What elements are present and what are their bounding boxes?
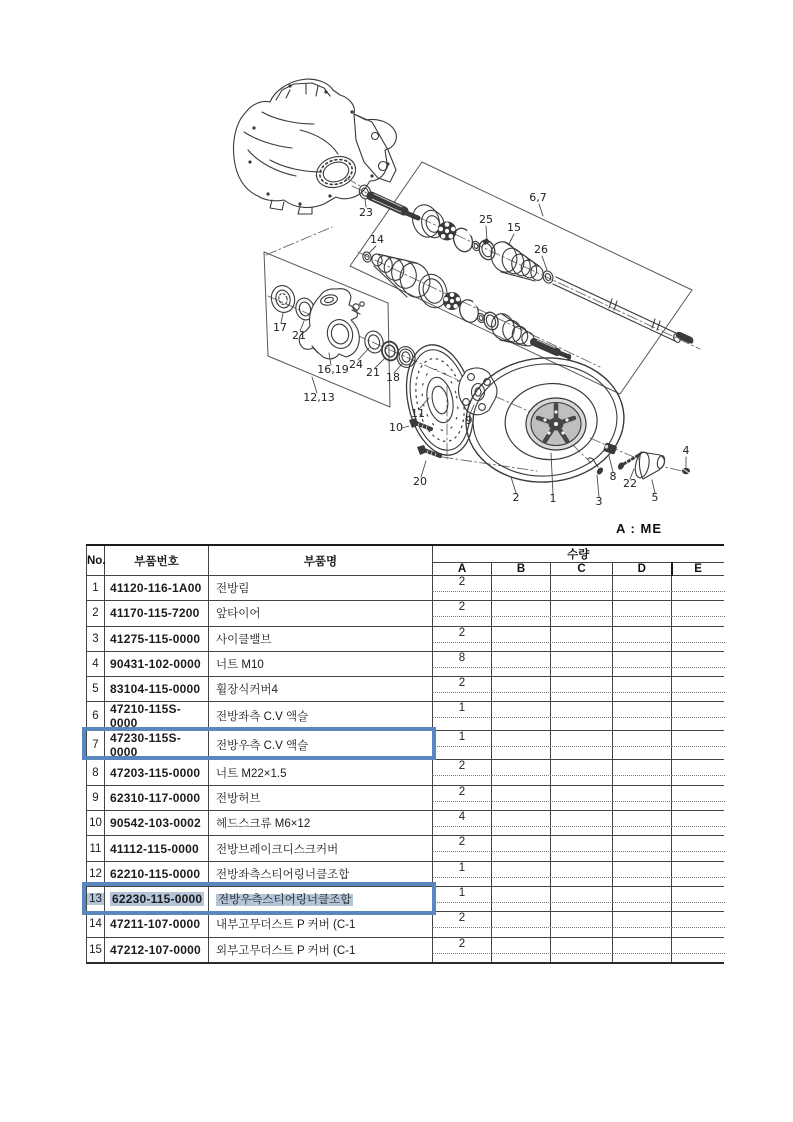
parts-table [86,544,724,964]
cell-part-name: 전방우측스티어링너클조합 [209,886,433,911]
cell-qty-a: 2 [433,912,492,937]
cell-qty-c [551,601,613,626]
cell-part-number: 41170-115-7200 [105,601,209,626]
cell-part-number: 41112-115-0000 [105,836,209,861]
cell-no: 12 [87,861,105,886]
cell-part-number: 47212-107-0000 [105,937,209,963]
cell-qty-c [551,651,613,676]
table-row[interactable] [87,836,724,861]
cell-qty-c [551,785,613,810]
cell-qty-c [551,836,613,861]
table-row[interactable] [87,651,724,676]
cell-no: 1 [87,576,105,601]
cell-no: 8 [87,760,105,785]
cell-qty-d [613,861,672,886]
cell-part-name: 전방좌측 C.V 액슬 [209,702,433,731]
cell-qty-d [613,576,672,601]
table-row[interactable] [87,576,724,601]
cell-part-name: 너트 M22×1.5 [209,760,433,785]
cell-qty-e [672,601,724,626]
cell-qty-b [492,836,551,861]
table-row[interactable] [87,886,724,911]
cell-qty-e [672,677,724,702]
cell-qty-d [613,601,672,626]
cell-qty-c [551,760,613,785]
cell-qty-b [492,785,551,810]
cell-qty-a: 2 [433,601,492,626]
cell-qty-b [492,576,551,601]
cell-part-name: 휠장식커버4 [209,677,433,702]
cell-no: 3 [87,626,105,651]
cell-qty-b [492,861,551,886]
cell-part-number: 62210-115-0000 [105,861,209,886]
cell-qty-b [492,702,551,731]
cell-qty-d [613,886,672,911]
cell-qty-c [551,731,613,760]
cell-qty-a: 2 [433,937,492,963]
cell-qty-d [613,651,672,676]
cell-qty-e [672,731,724,760]
table-row[interactable] [87,601,724,626]
cell-part-name: 전방브레이크디스크커버 [209,836,433,861]
callout-label-4: 4 [682,444,690,457]
cell-qty-b [492,760,551,785]
col-header-part-name: 부품명 [209,545,433,576]
col-header-qty-d: D [613,563,672,576]
cell-part-number: 62310-117-0000 [105,785,209,810]
cell-qty-d [613,785,672,810]
cell-no: 9 [87,785,105,810]
cell-part-name: 헤드스크류 M6×12 [209,811,433,836]
callout-label-3: 3 [595,495,603,508]
cell-part-name: 외부고무더스트 P 커버 (C-1 [209,937,433,963]
table-row[interactable] [87,912,724,937]
cell-no: 4 [87,651,105,676]
cell-qty-e [672,912,724,937]
col-header-qty-a: A [433,563,492,576]
cell-qty-b [492,601,551,626]
cell-part-number: 47203-115-0000 [105,760,209,785]
cell-no: 14 [87,912,105,937]
cell-part-name: 앞타이어 [209,601,433,626]
cell-qty-b [492,937,551,963]
callout-label-12,13: 12,13 [303,391,335,404]
table-row[interactable] [87,811,724,836]
callout-label-10: 10 [389,421,403,434]
cell-qty-c [551,886,613,911]
cell-qty-a: 4 [433,811,492,836]
cell-qty-c [551,702,613,731]
callout-label-5: 5 [651,491,659,504]
callout-label-21: 21 [292,329,306,342]
callout-label-6,7: 6,7 [529,191,547,204]
callout-label-18: 18 [386,371,400,384]
cv-spider-lower [443,292,461,310]
cell-part-number: 90431-102-0000 [105,651,209,676]
cell-qty-c [551,576,613,601]
cell-qty-b [492,677,551,702]
callout-label-11: 11 [411,407,425,420]
col-header-qty-e: E [672,563,724,576]
cell-qty-b [492,811,551,836]
callout-label-2: 2 [512,491,520,504]
nut-8 [603,442,617,455]
cell-qty-a: 2 [433,760,492,785]
cell-qty-b [492,651,551,676]
cell-qty-e [672,626,724,651]
callout-label-8: 8 [609,470,617,483]
cell-part-number: 41275-115-0000 [105,626,209,651]
cell-qty-a: 2 [433,576,492,601]
cell-qty-d [613,836,672,861]
cell-qty-d [613,626,672,651]
cell-part-number: 41120-116-1A00 [105,576,209,601]
cell-no: 15 [87,937,105,963]
cell-qty-e [672,861,724,886]
callout-label-25: 25 [479,213,493,226]
cell-qty-e [672,576,724,601]
cell-part-number: 47211-107-0000 [105,912,209,937]
table-row[interactable] [87,937,724,963]
cell-qty-a: 2 [433,785,492,810]
cell-part-number: 62230-115-0000 [105,886,209,911]
cell-qty-c [551,626,613,651]
cell-qty-b [492,731,551,760]
cell-part-name: 전방림 [209,576,433,601]
col-header-quantity: 수량 [433,545,724,563]
callout-label-22: 22 [623,477,637,490]
cell-part-number: 90542-103-0002 [105,811,209,836]
cell-part-name: 전방허브 [209,785,433,810]
callout-label-14: 14 [370,233,384,246]
legend-note: A : ME [616,521,662,536]
front-rim [526,398,586,450]
cell-qty-e [672,651,724,676]
cell-qty-a: 8 [433,651,492,676]
cell-qty-d [613,731,672,760]
screw-22 [617,453,642,471]
steering-knuckle [268,283,417,369]
cell-part-number: 83104-115-0000 [105,677,209,702]
callout-label-15: 15 [507,221,521,234]
cell-qty-c [551,937,613,963]
table-row[interactable] [87,626,724,651]
cell-qty-a: 1 [433,731,492,760]
cell-qty-d [613,677,672,702]
cell-part-name: 전방좌측스티어링너클조합 [209,861,433,886]
callout-label-17: 17 [273,321,287,334]
table-row[interactable] [87,702,724,731]
cell-qty-e [672,702,724,731]
cell-qty-a: 1 [433,861,492,886]
cell-qty-e [672,836,724,861]
cell-qty-e [672,760,724,785]
cell-no: 10 [87,811,105,836]
callout-label-21: 21 [366,366,380,379]
cell-qty-a: 2 [433,677,492,702]
cell-part-name: 전방우측 C.V 액슬 [209,731,433,760]
cell-part-number: 47230-115S-0000 [105,731,209,760]
cell-qty-d [613,702,672,731]
cell-no: 5 [87,677,105,702]
cell-qty-b [492,626,551,651]
cell-qty-d [613,912,672,937]
callout-label-23: 23 [359,206,373,219]
table-row[interactable] [87,677,724,702]
cell-no: 11 [87,836,105,861]
cell-qty-d [613,937,672,963]
cell-part-number: 47210-115S-0000 [105,702,209,731]
cell-qty-a: 2 [433,836,492,861]
nut-4 [682,468,690,474]
cell-no: 6 [87,702,105,731]
cell-qty-b [492,912,551,937]
cell-qty-d [613,760,672,785]
cell-qty-a: 2 [433,626,492,651]
cell-qty-b [492,886,551,911]
cell-qty-e [672,937,724,963]
cell-qty-e [672,886,724,911]
cell-no: 13 [87,886,105,911]
cell-qty-c [551,677,613,702]
col-header-qty-b: B [492,563,551,576]
cell-qty-a: 1 [433,886,492,911]
table-row[interactable] [87,731,724,760]
cell-qty-e [672,811,724,836]
col-header-qty-c: C [551,563,613,576]
table-row[interactable] [87,760,724,785]
table-row[interactable] [87,861,724,886]
exploded-parts-diagram [0,0,793,540]
col-header-part-number: 부품번호 [105,545,209,576]
cell-no: 2 [87,601,105,626]
callout-label-24: 24 [349,358,363,371]
cell-qty-d [613,811,672,836]
cell-qty-c [551,912,613,937]
table-row[interactable] [87,785,724,810]
cell-part-name: 너트 M10 [209,651,433,676]
callout-label-26: 26 [534,243,548,256]
callout-label-9: 9 [465,414,473,427]
cell-no: 7 [87,731,105,760]
cell-qty-c [551,811,613,836]
callout-label-20: 20 [413,475,427,488]
callout-label-1: 1 [549,492,557,505]
cell-qty-e [672,785,724,810]
cell-qty-a: 1 [433,702,492,731]
callout-label-16,19: 16,19 [317,363,349,376]
cell-part-name: 사이클밸브 [209,626,433,651]
cell-qty-c [551,861,613,886]
col-header-no: No. [87,545,105,576]
cell-part-name: 내부고무더스트 P 커버 (C-1 [209,912,433,937]
